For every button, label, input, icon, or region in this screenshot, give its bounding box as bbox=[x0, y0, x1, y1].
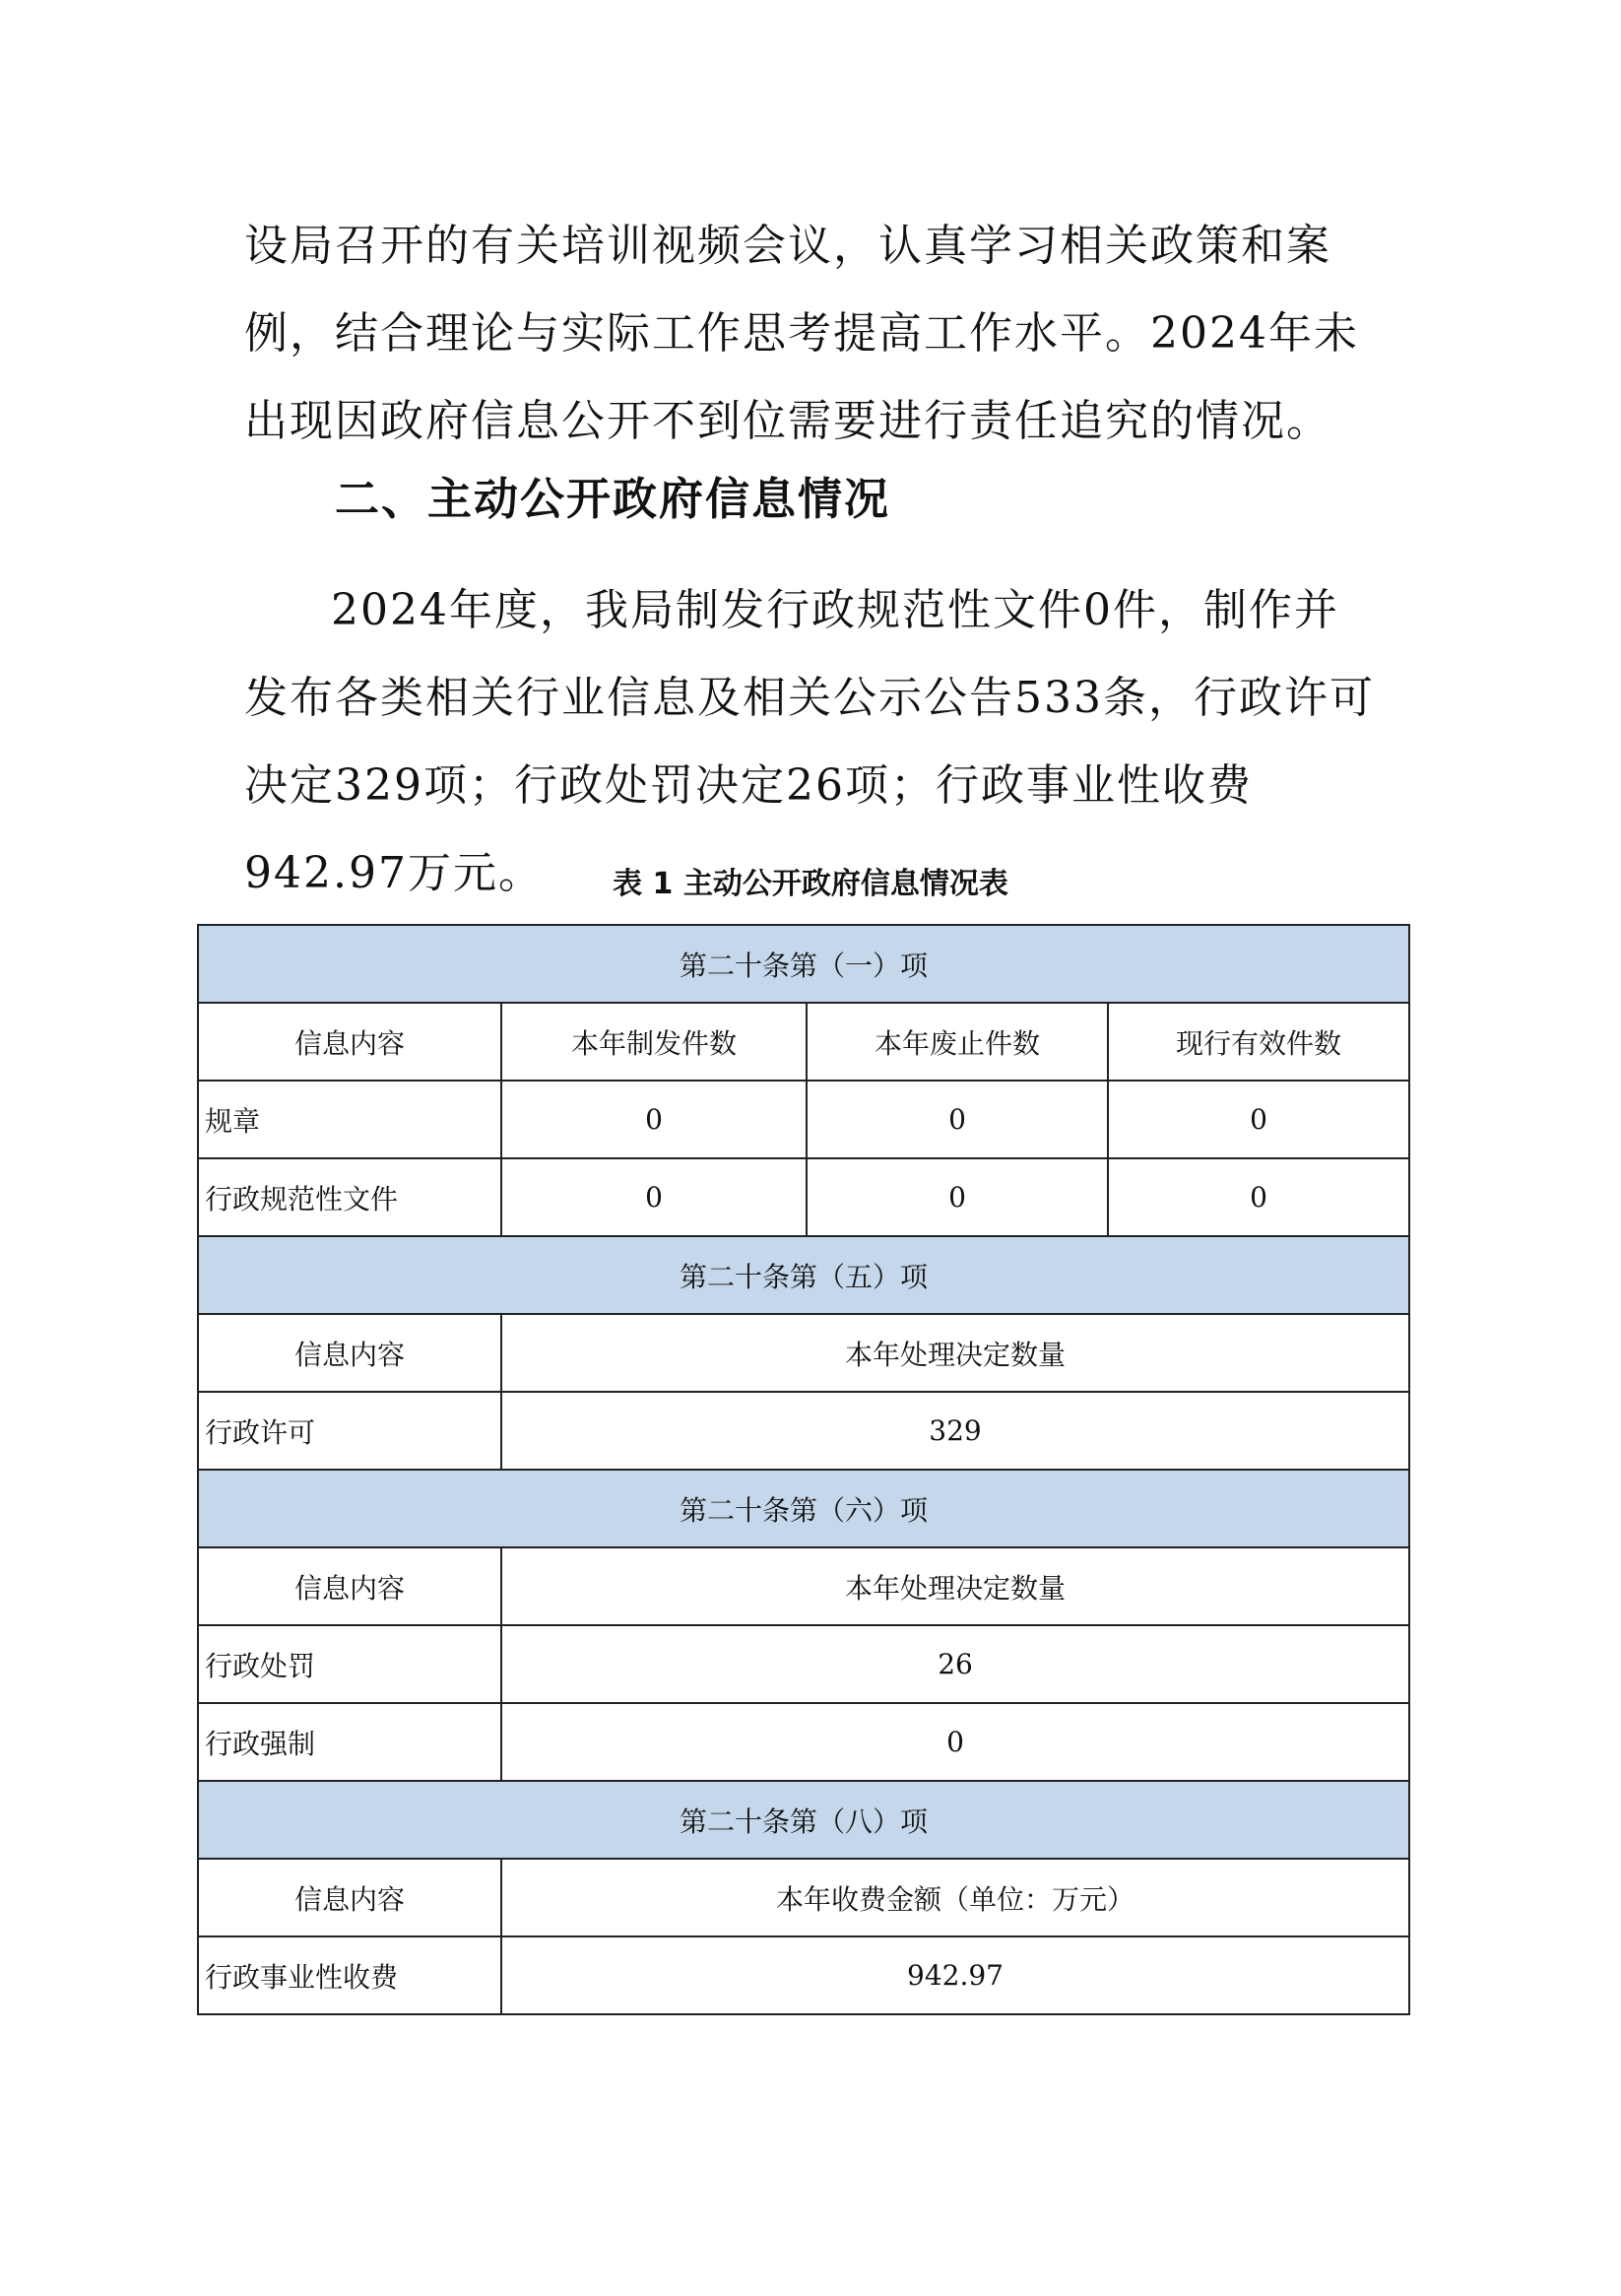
cell-value: 26 bbox=[501, 1625, 1409, 1703]
table-row bbox=[198, 1158, 1409, 1236]
section-title: 第二十条第（六）项 bbox=[198, 1470, 1409, 1547]
header-cell: 本年处理决定数量 bbox=[501, 1547, 1409, 1625]
header-cell: 本年处理决定数量 bbox=[501, 1314, 1409, 1392]
row-label: 行政许可 bbox=[198, 1392, 501, 1470]
cell-value: 0 bbox=[807, 1158, 1108, 1236]
header-row bbox=[198, 1003, 1409, 1081]
cell-value: 0 bbox=[807, 1081, 1108, 1158]
row-label: 规章 bbox=[198, 1081, 501, 1158]
header-row bbox=[198, 1859, 1409, 1936]
cell-value: 942.97 bbox=[501, 1936, 1409, 2014]
header-row bbox=[198, 1547, 1409, 1625]
header-cell: 本年废止件数 bbox=[807, 1003, 1108, 1081]
table-row bbox=[198, 1392, 1409, 1470]
cell-value: 0 bbox=[1108, 1158, 1409, 1236]
header-cell: 现行有效件数 bbox=[1108, 1003, 1409, 1081]
header-cell: 信息内容 bbox=[198, 1859, 501, 1936]
cell-value: 329 bbox=[501, 1392, 1409, 1470]
row-label: 行政规范性文件 bbox=[198, 1158, 501, 1236]
paragraph-summary: 2024年度，我局制发行政规范性文件0件，制作并发布各类相关行业信息及相关公示公告533条，行政许可决定329项；行政处罚决定26项；行政事业性收费942.97万元。 bbox=[244, 585, 1375, 898]
row-label: 行政事业性收费 bbox=[198, 1936, 501, 2014]
header-cell: 信息内容 bbox=[198, 1547, 501, 1625]
section-title: 第二十条第（一）项 bbox=[198, 925, 1409, 1003]
section-row bbox=[198, 1470, 1409, 1547]
table-row bbox=[198, 1703, 1409, 1781]
table-row bbox=[198, 1936, 1409, 2014]
paragraph-training: 设局召开的有关培训视频会议，认真学习相关政策和案例，结合理论与实际工作思考提高工作水平。2024年未出现因政府信息公开不到位需要进行责任追究的情况。 bbox=[244, 221, 1359, 446]
cell-value: 0 bbox=[501, 1081, 807, 1158]
section-row bbox=[198, 1781, 1409, 1859]
table-row bbox=[198, 1081, 1409, 1158]
section-row bbox=[198, 1236, 1409, 1314]
header-cell: 信息内容 bbox=[198, 1314, 501, 1392]
table-row bbox=[198, 1625, 1409, 1703]
info-disclosure-table bbox=[197, 924, 1410, 2015]
section-heading: 二、主动公开政府信息情况 bbox=[335, 473, 891, 525]
table-caption: 表 1 主动公开政府信息情况表 bbox=[613, 867, 1008, 901]
row-label: 行政强制 bbox=[198, 1703, 501, 1781]
row-label: 行政处罚 bbox=[198, 1625, 501, 1703]
header-cell: 信息内容 bbox=[198, 1003, 501, 1081]
header-row bbox=[198, 1314, 1409, 1392]
section-title: 第二十条第（八）项 bbox=[198, 1781, 1409, 1859]
section-title: 第二十条第（五）项 bbox=[198, 1236, 1409, 1314]
header-cell: 本年制发件数 bbox=[501, 1003, 807, 1081]
cell-value: 0 bbox=[1108, 1081, 1409, 1158]
section-row bbox=[198, 925, 1409, 1003]
cell-value: 0 bbox=[501, 1158, 807, 1236]
header-cell: 本年收费金额（单位：万元） bbox=[501, 1859, 1409, 1936]
cell-value: 0 bbox=[501, 1703, 1409, 1781]
